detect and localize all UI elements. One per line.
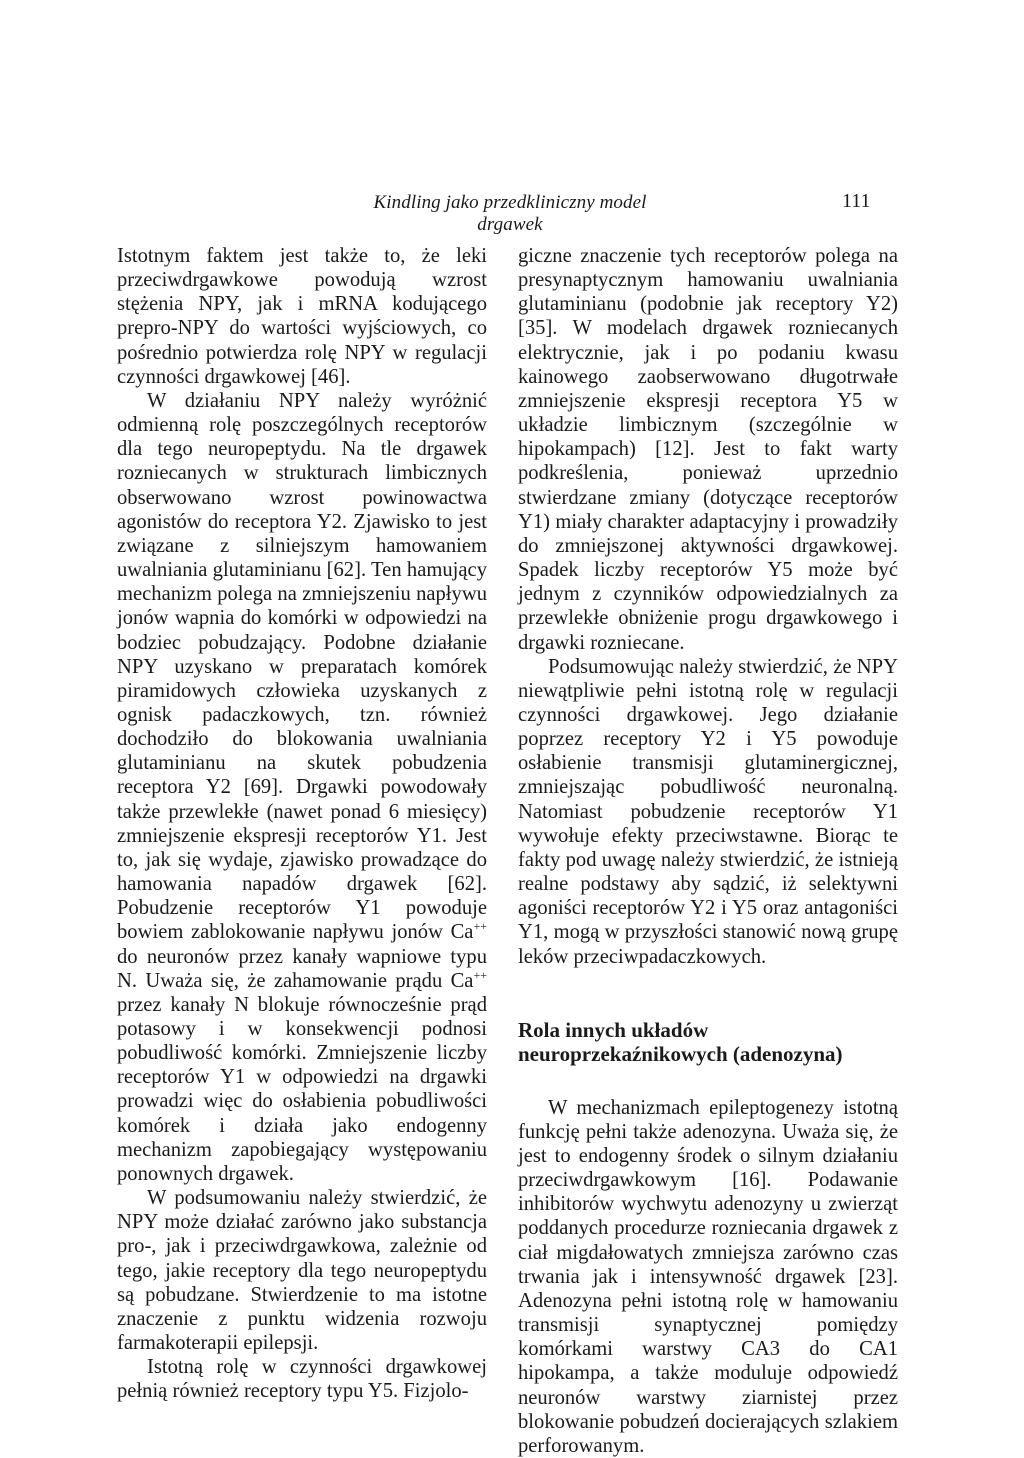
paragraph-text: W działaniu NPY należy wyróżnić odmienną rolę poszczególnych receptorów dla tego neuropeptydu. Na tle drgawek rozniecanych w strukturach limbicznych obserwowano wzrost powinowactwa agonistów do receptora Y2. Zjawisko to jest związane z silniejszym hamowaniem uwalniania glutaminianu [62]. Ten hamujący mechanizm polega na zmniejszeniu napływu jonów wapnia do komórki w odpowiedzi na bodziec pobudzający. Podobne działanie NPY uzyskano w preparatach komórek piramidowych człowieka uzyskanych z ognisk padaczkowych, tzn. również dochodziło do blokowania uwalniania glutaminianu na skutek pobudzenia receptora Y2 [69]. Drgawki powodowały także przewlekłe (nawet ponad 6 miesięcy) zmniejszenie ekspresji receptorów Y1. Jest to, jak się wydaje, zjawisko prowadzące do hamowania napadów drgawek [62]. Pobudzenie receptorów Y1 powoduje bowiem zablokowanie napływu jonów Ca — [117, 389, 487, 944]
paragraph: Istotną rolę w czynności drgawkowej pełnią również receptory typu Y5. Fizjolo- — [117, 1356, 487, 1403]
right-column — [518, 244, 898, 1458]
page-number: 111 — [842, 190, 871, 212]
paragraph-text: przez kanały N blokuje równocześnie prąd potasowy i w konsekwencji podnosi pobudliwość komórki. Zmniejszenie liczby receptorów Y1 w odpowiedzi na drgawki prowadzi więc do osłabienia pobudliwości komórek i działa jako endogenny mechanizm zapobiegający występowaniu ponownych drgawek. — [117, 993, 487, 1185]
paragraph-text: do neuronów przez kanały wapniowe typu N. Uważa się, że zahamowanie prądu Ca — [117, 945, 487, 992]
paragraph: W mechanizmach epileptogenezy istotną funkcję pełni także adenozyna. Uważa się, że jest to endogenny środek o silnym działaniu przeciwdrgawkowym [16]. Podawanie inhibitorów wychwytu adenozyny u zwierząt poddanych procedurze rozniecania drgawek z ciał migdałowatych zmniejsza zarówno czas trwania jak i intensywność drgawek [23]. Adenozyna pełni istotną rolę w hamowaniu transmisji synaptycznej pomiędzy komórkami warstwy CA3 do CA1 hipokampa, a także moduluje odpowiedź neuronów warstwy ziarnistej przez blokowanie pobudzeń docierających szlakiem perforowanym. — [518, 1096, 898, 1457]
paragraph: Istotnym faktem jest także to, że leki przeciwdrgawkowe powodują wzrost stężenia NPY, jak i mRNA kodującego prepro-NPY do wartości wyjściowych, co pośrednio potwierdza rolę NPY w regulacji czynności drgawkowej [46]. — [117, 245, 487, 388]
section-heading — [518, 1018, 898, 1066]
section-heading-line: Rola innych układów — [518, 1017, 709, 1042]
paragraph: Podsumowując należy stwierdzić, że NPY niewątpliwie pełni istotną rolę w regulacji czynności drgawkowej. Jego działanie poprzez receptory Y2 i Y5 powoduje osłabienie transmisji glutaminergicznej, zmniejszając pobudliwość neuronalną. Natomiast pobudzenie receptorów Y1 wywołuje efekty przeciwstawne. Biorąc te fakty pod uwagę należy stwierdzić, że istnieją realne podstawy aby sądzić, iż selektywni agoniści receptorów Y2 i Y5 oraz antagoniści Y1, mogą w przyszłości stanowić nową grupę leków przeciwpadaczkowych. — [518, 655, 898, 968]
paragraph: W podsumowaniu należy stwierdzić, że NPY może działać zarówno jako substancja pro-, jak i przeciwdrgawkowa, zależnie od tego, jakie receptory dla tego neuropeptydu są pobudzane. Stwierdzenie to ma istotne znaczenie z punktu widzenia rozwoju farmakoterapii epilepsji. — [117, 1187, 487, 1355]
superscript: ++ — [473, 919, 487, 934]
section-heading-line: neuroprzekaźnikowych (adenozyna) — [518, 1041, 843, 1066]
running-head: Kindling jako przedkliniczny model drgawek — [373, 192, 647, 235]
superscript: ++ — [473, 967, 487, 982]
paragraph — [117, 389, 487, 1186]
left-column — [117, 244, 487, 1404]
paragraph: giczne znaczenie tych receptorów polega na presynaptycznym hamowaniu uwalniania glutaminianu (podobnie jak receptory Y2) [35]. W modelach drgawek rozniecanych elektrycznie, jak i po podaniu kwasu kainowego zaobserwowano długotrwałe zmniejszenie ekspresji receptora Y5 w układzie limbicznym (szczególnie w hipokampach) [12]. Jest to fakt warty podkreślenia, ponieważ uprzednio stwierdzane zmiany (dotyczące receptorów Y1) miały charakter adaptacyjny i prowadziły do zmniejszonej aktywności drgawkowej. Spadek liczby receptorów Y5 może być jednym z czynników odpowiedzialnych za przewlekłe obniżenie progu drgawkowego i drgawki rozniecane. — [518, 245, 898, 654]
